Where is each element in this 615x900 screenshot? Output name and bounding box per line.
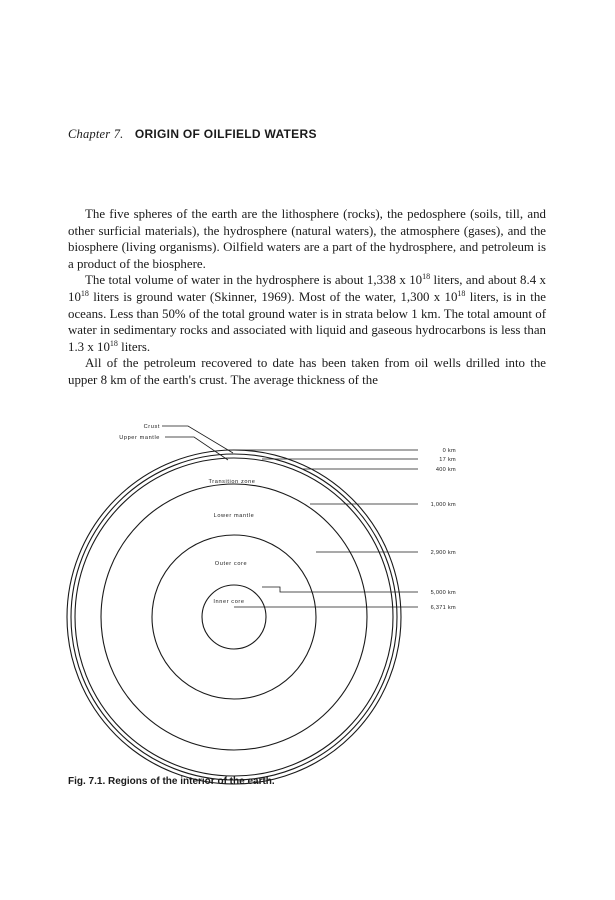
transition-zone-ring xyxy=(101,484,367,750)
depth-label-5000: 5,000 km xyxy=(430,590,456,596)
outer-core-ring xyxy=(152,535,316,699)
depth-label-1000: 1,000 km xyxy=(430,502,456,508)
chapter-title: ORIGIN OF OILFIELD WATERS xyxy=(134,127,317,141)
outer-core-label: Outer core xyxy=(214,561,248,567)
depth-label-0: 0 km xyxy=(442,448,456,454)
depth-label-400: 400 km xyxy=(435,467,456,473)
upper-mantle-leader xyxy=(165,437,228,460)
caption-number: Fig. 7.1. xyxy=(68,776,106,787)
earth-diagram xyxy=(0,410,615,790)
paragraph-1: The five spheres of the earth are the lithosphere (rocks), the pedosphere (soils, till, and other surficial materials), the hydrosphere (natural waters), the atmosphere (gases), and the biosphere (living organisms). Oilfield waters are a part of the hydrosphere, and petroleum is a product of the biosphere. xyxy=(68,207,546,271)
upper-mantle-ring xyxy=(75,458,393,776)
upper-mantle-label: Upper mantle xyxy=(119,435,160,441)
depth-label-6371: 6,371 km xyxy=(430,605,456,611)
body-text xyxy=(68,206,546,389)
lower-mantle-label: Lower mantle xyxy=(213,513,255,519)
inner-core-label: Inner core xyxy=(213,599,245,605)
inner-core-ring xyxy=(202,585,266,649)
crust-outer-ring xyxy=(67,450,401,784)
crust-label: Crust xyxy=(143,424,160,430)
paragraph-3: All of the petroleum recovered to date has been taken from oil wells drilled into the upper 8 km of the earth's crust. The average thickness of the xyxy=(68,356,546,387)
depth-label-2900: 2,900 km xyxy=(430,550,456,556)
chapter-heading xyxy=(68,127,317,142)
caption-text: Regions of the interior of the earth. xyxy=(108,776,275,787)
earth-interior-figure xyxy=(0,410,615,790)
chapter-label: Chapter 7. xyxy=(68,127,124,141)
figure-caption xyxy=(68,776,275,787)
crust-base-ring xyxy=(71,454,397,780)
paragraph-2: The total volume of water in the hydrosphere is about 1,338 x $10^{18}$ liters, and about 8.4 x $10^{18}$ liters is ground water (Skinner, 1969). Most of the water, 1,300 x $10^{18}$ liters, is in the oceans. Less than 50% of the total ground water is in strata below 1 km. The total amount of water in sedimentary rocks and associated with liquid and gaseous hydrocarbons is less than 1.3 x $10^{18}$ liters. xyxy=(68,272,546,354)
depth-label-17: 17 km xyxy=(439,457,456,463)
transition-zone-label: Transition zone xyxy=(208,479,256,485)
